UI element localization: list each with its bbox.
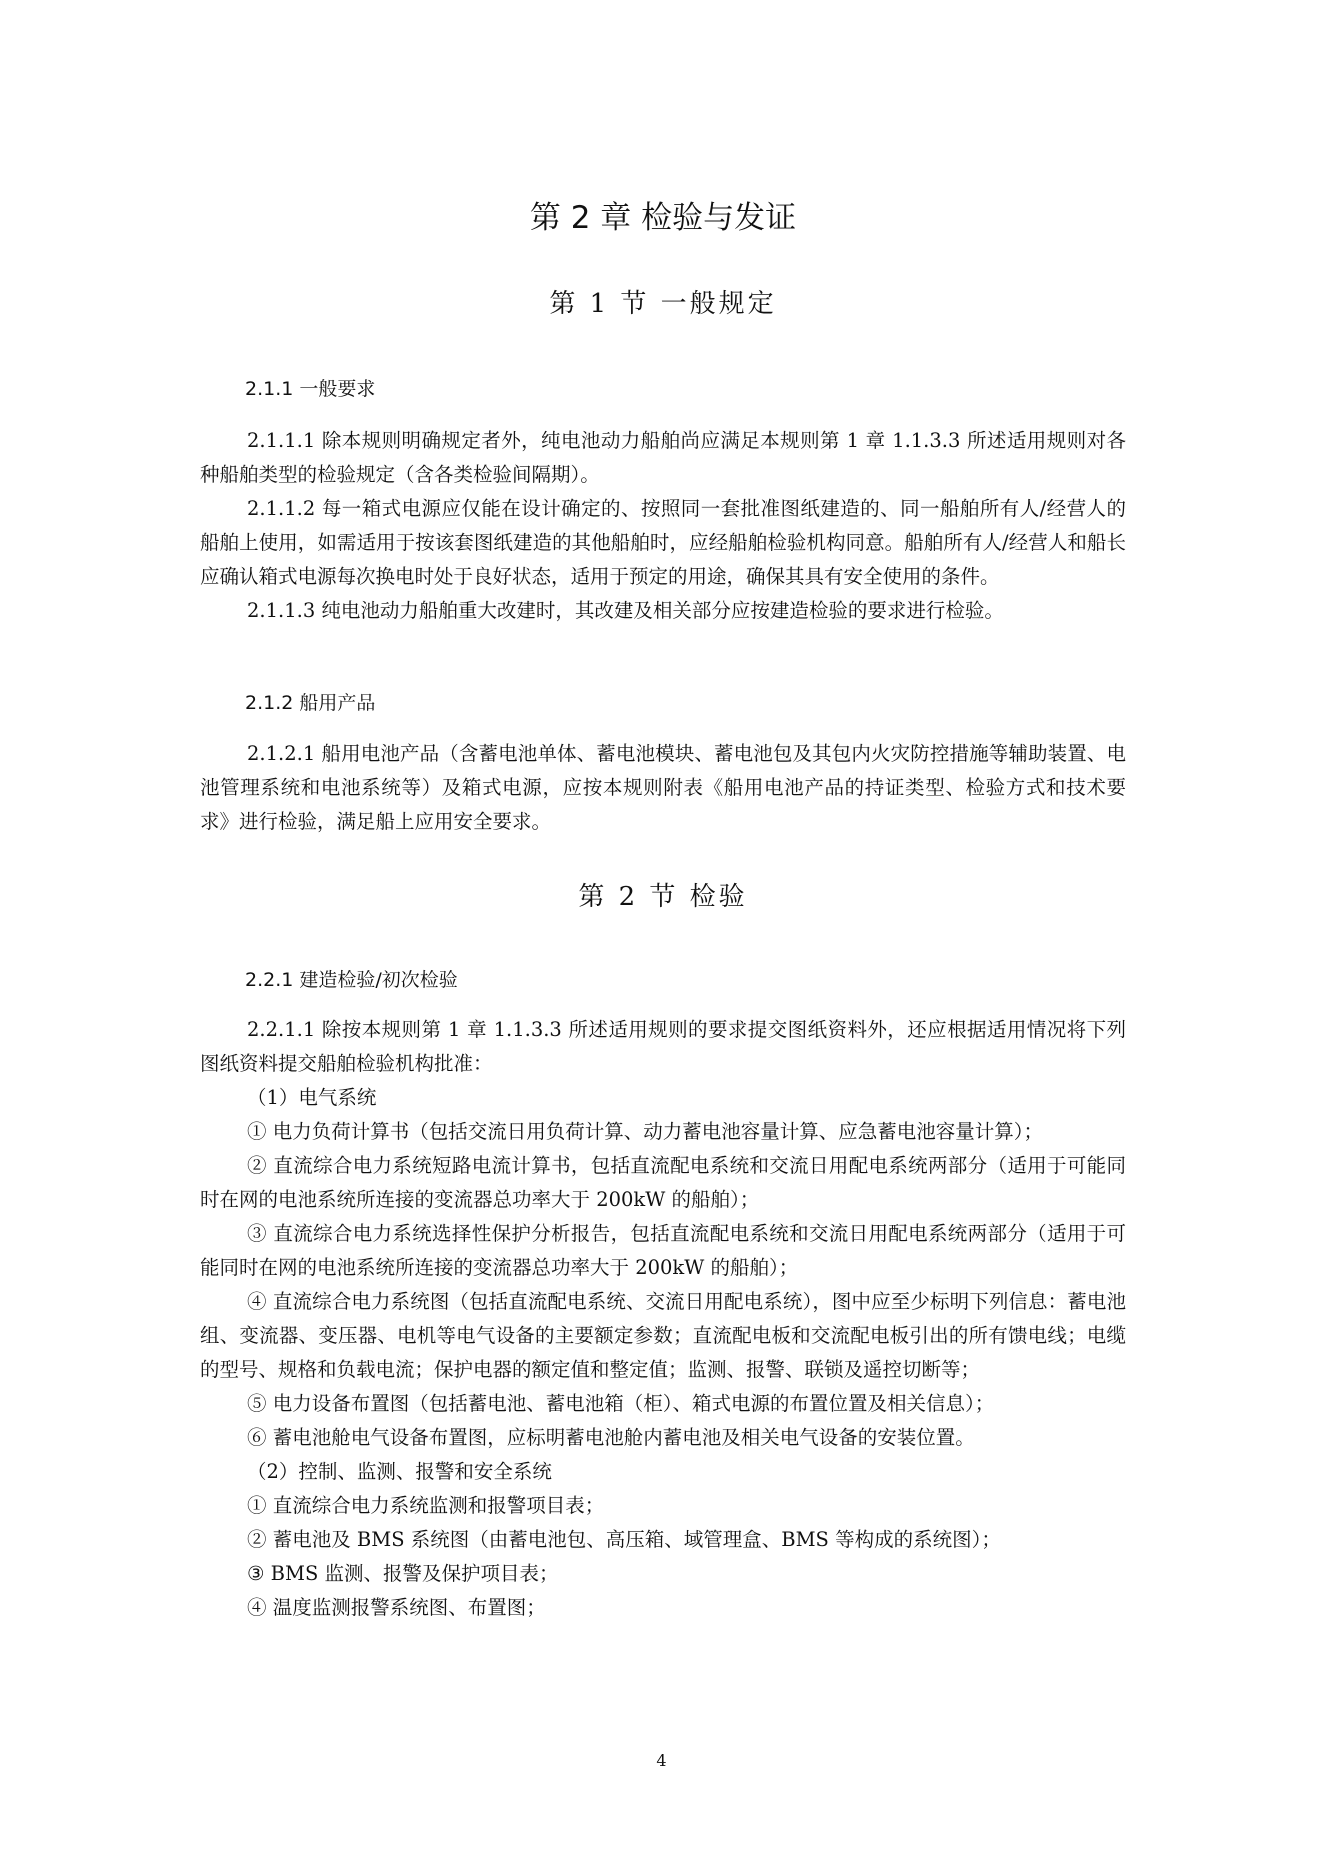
group-1-item: ① 电力负荷计算书（包括交流日用负荷计算、动力蓄电池容量计算、应急蓄电池容量计算）； xyxy=(247,1120,1043,1143)
heading-2-1-1: 2.1.1 一般要求 xyxy=(245,378,376,400)
group-1-item: ⑤ 电力设备布置图（包括蓄电池、蓄电池箱（柜）、箱式电源的布置位置及相关信息）； xyxy=(247,1392,995,1415)
paragraph-2-1-1-2: 2.1.1.2 每一箱式电源应仅能在设计确定的、按照同一套批准图纸建造的、同一船舶所有人/经营人的船舶上使用，如需适用于按该套图纸建造的其他船舶时，应经船舶检验机构同意。船舶所有人/经营人和船长应确认箱式电源每次换电时处于良好状态，适用于预定的用途，确保其具有安全使用的条件。 xyxy=(200,497,1126,588)
section-2-title: 第 2 节 检验 xyxy=(578,882,748,912)
heading-2-2-1: 2.2.1 建造检验/初次检验 xyxy=(245,969,458,991)
group-1-item: ② 直流综合电力系统短路电流计算书，包括直流配电系统和交流日用配电系统两部分（适用于可能同时在网的电池系统所连接的变流器总功率大于 200kW 的船舶）； xyxy=(200,1154,1126,1211)
heading-2-1-2: 2.1.2 船用产品 xyxy=(245,692,376,714)
group-2-item: ② 蓄电池及 BMS 系统图（由蓄电池包、高压箱、域管理盒、BMS 等构成的系统图）； xyxy=(247,1528,1001,1551)
group-2-item: ④ 温度监测报警系统图、布置图； xyxy=(247,1596,546,1619)
paragraph-2-2-1-1: 2.2.1.1 除按本规则第 1 章 1.1.3.3 所述适用规则的要求提交图纸资料外，还应根据适用情况将下列图纸资料提交船舶检验机构批准： xyxy=(200,1018,1126,1075)
group-1-item: ③ 直流综合电力系统选择性保护分析报告，包括直流配电系统和交流日用配电系统两部分（适用于可能同时在网的电池系统所连接的变流器总功率大于 200kW 的船舶）； xyxy=(200,1222,1126,1279)
paragraph-2-1-2-1: 2.1.2.1 船用电池产品（含蓄电池单体、蓄电池模块、蓄电池包及其包内火灾防控措施等辅助装置、电池管理系统和电池系统等）及箱式电源，应按本规则附表《船用电池产品的持证类型、检验方式和技术要求》进行检验，满足船上应用安全要求。 xyxy=(200,742,1126,833)
section-2-paragraphs xyxy=(200,1013,1126,1625)
section-1-title: 第 1 节 一般规定 xyxy=(549,289,777,319)
group-2-item: ① 直流综合电力系统监测和报警项目表； xyxy=(247,1494,605,1517)
section-1-paragraphs xyxy=(200,424,1126,628)
paragraph-2-1-1-1: 2.1.1.1 除本规则明确规定者外，纯电池动力船舶尚应满足本规则第 1 章 1.1.3.3 所述适用规则对各种船舶类型的检验规定（含各类检验间隔期）。 xyxy=(200,429,1126,486)
group-1-item: ⑥ 蓄电池舱电气设备布置图，应标明蓄电池舱内蓄电池及相关电气设备的安装位置。 xyxy=(247,1426,975,1449)
paragraph-2-1-1-3: 2.1.1.3 纯电池动力船舶重大改建时，其改建及相关部分应按建造检验的要求进行检验。 xyxy=(247,599,1004,622)
page-number: 4 xyxy=(656,1751,667,1770)
section-1-product-paragraphs xyxy=(200,737,1126,839)
group-2-title: （2）控制、监测、报警和安全系统 xyxy=(247,1460,552,1483)
group-1-item: ④ 直流综合电力系统图（包括直流配电系统、交流日用配电系统），图中应至少标明下列信息：蓄电池组、变流器、变压器、电机等电气设备的主要额定参数；直流配电板和交流配电板引出的所有馈电线；电缆的型号、规格和负载电流；保护电器的额定值和整定值；监测、报警、联锁及遥控切断等； xyxy=(200,1290,1126,1381)
group-1-title: （1）电气系统 xyxy=(247,1086,377,1109)
chapter-title: 第 2 章 检验与发证 xyxy=(529,200,797,236)
group-2-item: ③ BMS 监测、报警及保护项目表； xyxy=(247,1562,559,1585)
